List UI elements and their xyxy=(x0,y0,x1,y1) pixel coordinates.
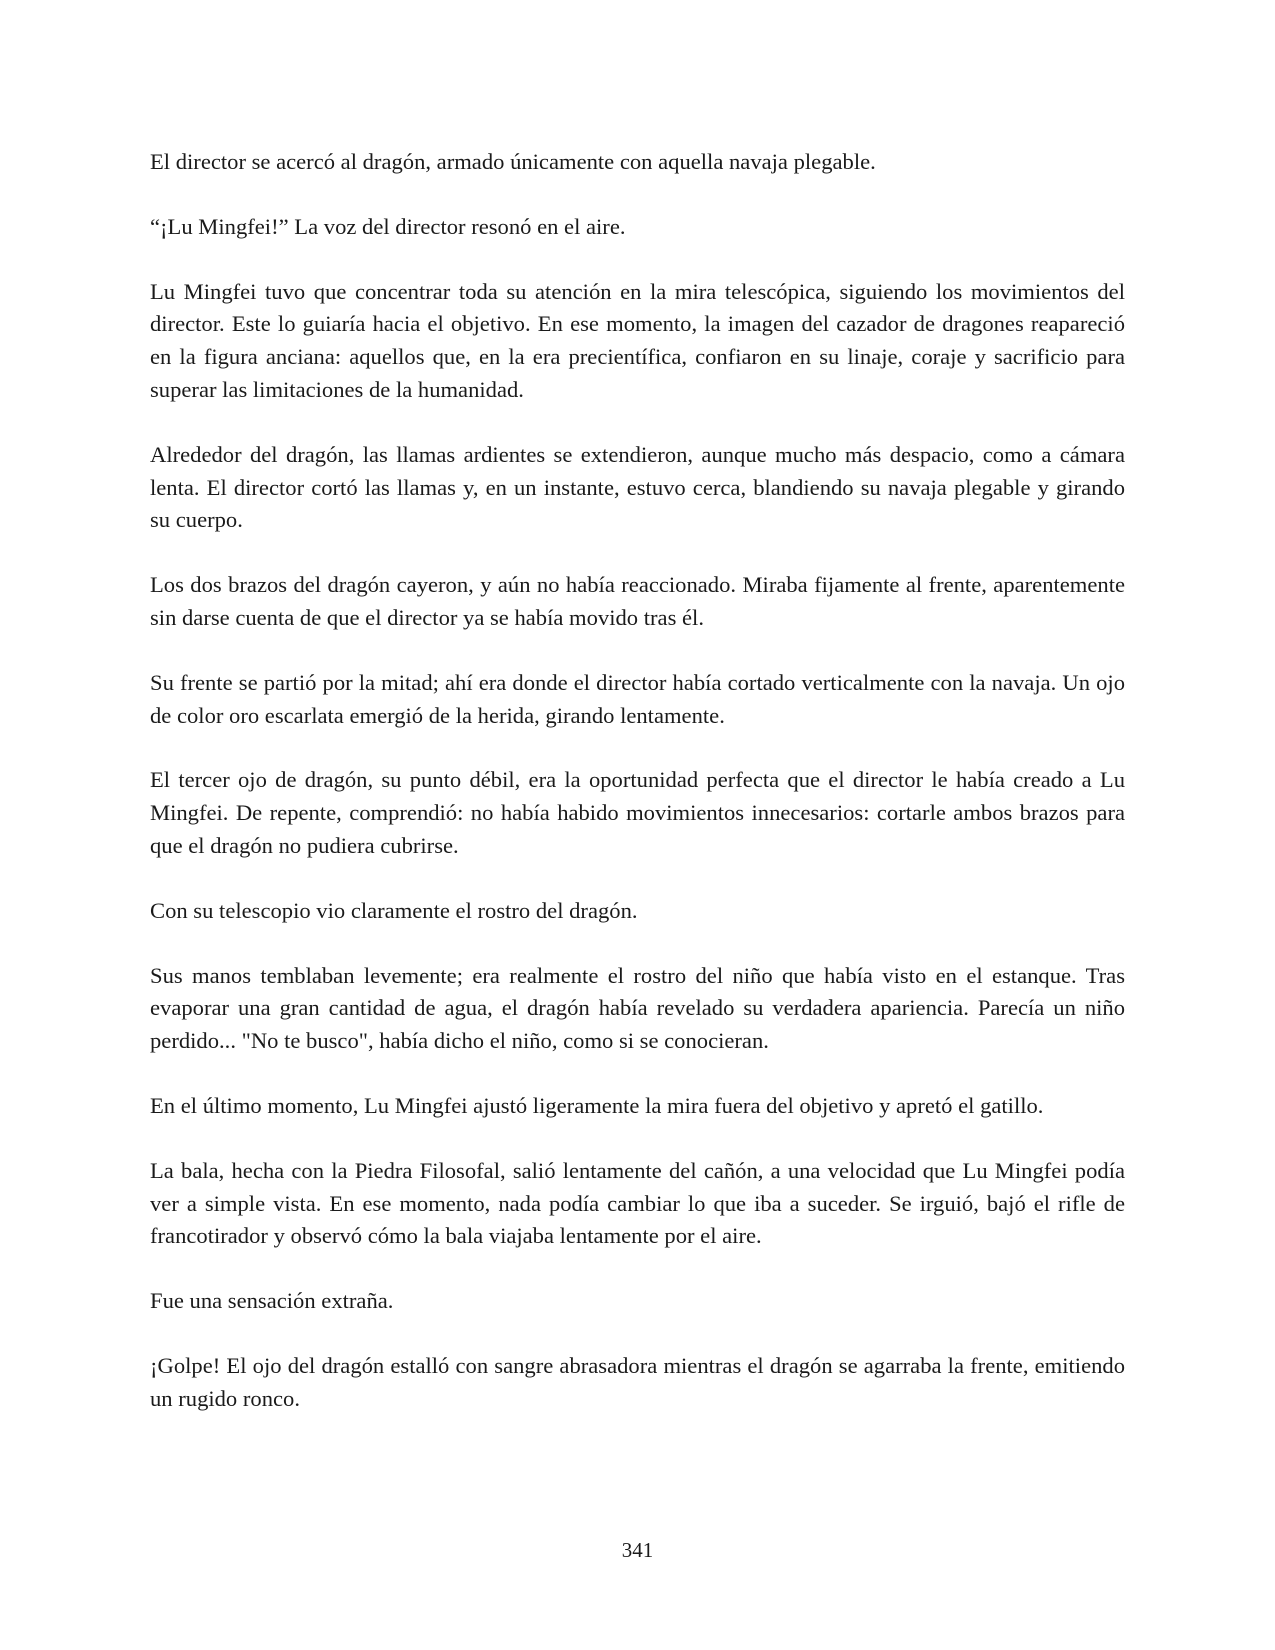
paragraph: Sus manos temblaban levemente; era realmente el rostro del niño que había visto en el estanque. Tras evaporar una gran cantidad de agua, el dragón había revelado su verdadera apariencia. Parecía un niño perdido... "No te busco", había dicho el niño, como si se conocieran. xyxy=(150,962,1125,1054)
paragraph: Alrededor del dragón, las llamas ardientes se extendieron, aunque mucho más despacio, como a cámara lenta. El director cortó las llamas y, en un instante, estuvo cerca, blandiendo su navaja plegable y girando su cuerpo. xyxy=(150,441,1125,533)
paragraph: Con su telescopio vio claramente el rostro del dragón. xyxy=(150,897,638,923)
page-number: 341 xyxy=(621,1538,654,1562)
paragraph: El director se acercó al dragón, armado únicamente con aquella navaja plegable. xyxy=(150,149,876,174)
paragraph: Lu Mingfei tuvo que concentrar toda su atención en la mira telescópica, siguiendo los movimientos del director. Este lo guiaría hacia el objetivo. En ese momento, la imagen del cazador de dragones reapareció en la figura anciana: aquellos que, en la era precientífica, confiaron en su linaje, coraje y sacrificio para superar las limitaciones de la humanidad. xyxy=(150,278,1125,402)
page-body xyxy=(150,146,1125,1448)
paragraph: Su frente se partió por la mitad; ahí era donde el director había cortado verticalmente con la navaja. Un ojo de color oro escarlata emergió de la herida, girando lentamente. xyxy=(150,669,1125,728)
paragraph: Fue una sensación extraña. xyxy=(150,1288,394,1314)
paragraph: “¡Lu Mingfei!” La voz del director resonó en el aire. xyxy=(150,213,626,239)
paragraph: ¡Golpe! El ojo del dragón estalló con sangre abrasadora mientras el dragón se agarraba la frente, emitiendo un rugido ronco. xyxy=(150,1352,1125,1411)
paragraph: La bala, hecha con la Piedra Filosofal, salió lentamente del cañón, a una velocidad que Lu Mingfei podía ver a simple vista. En ese momento, nada podía cambiar lo que iba a suceder. Se irguió, bajó el rifle de francotirador y observó cómo la bala viajaba lentamente por el aire. xyxy=(150,1157,1125,1249)
paragraph: En el último momento, Lu Mingfei ajustó ligeramente la mira fuera del objetivo y apretó el gatillo. xyxy=(150,1092,1044,1118)
paragraph: El tercer ojo de dragón, su punto débil, era la oportunidad perfecta que el director le había creado a Lu Mingfei. De repente, comprendió: no había habido movimientos innecesarios: cortarle ambos brazos para que el dragón no pudiera cubrirse. xyxy=(150,767,1125,858)
paragraph: Los dos brazos del dragón cayeron, y aún no había reaccionado. Miraba fijamente al frente, aparentemente sin darse cuenta de que el director ya se había movido tras él. xyxy=(150,572,1125,630)
